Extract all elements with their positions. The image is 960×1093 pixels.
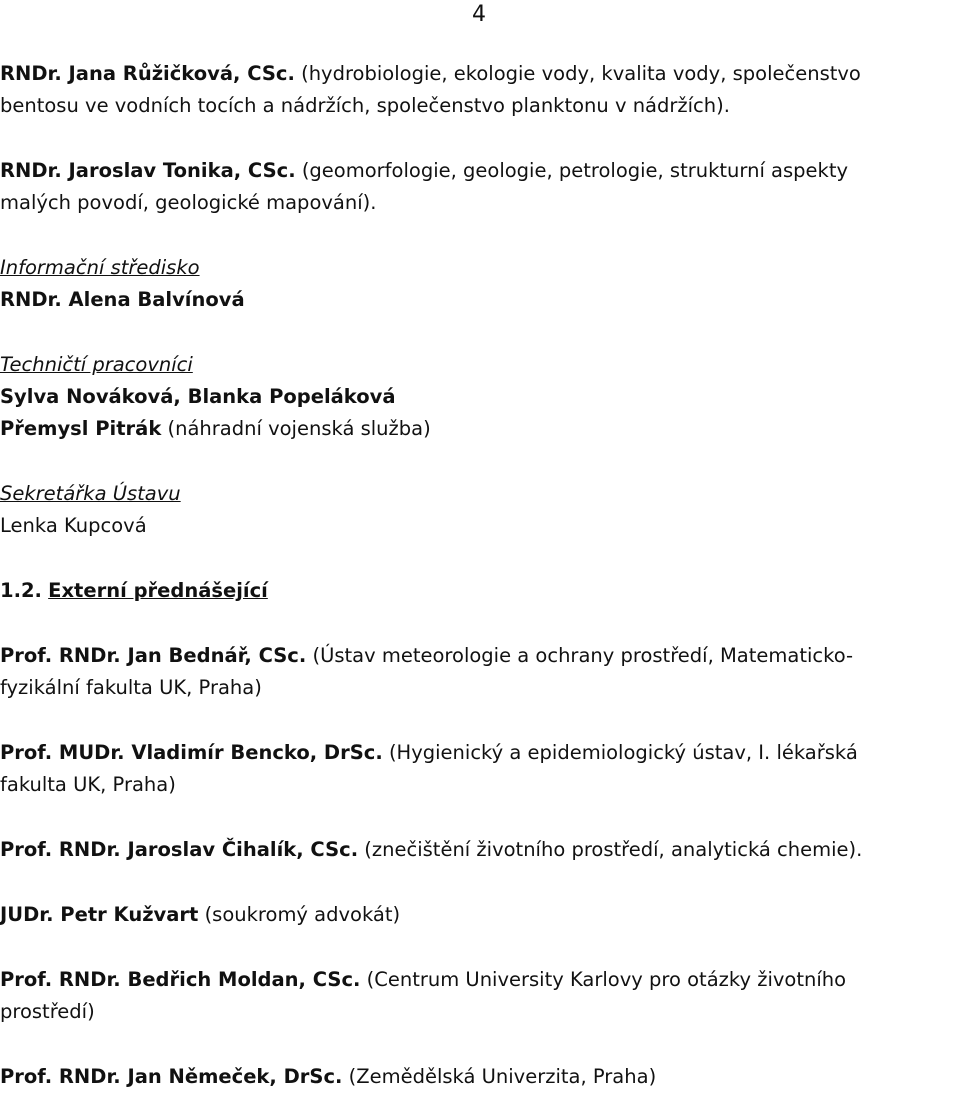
- info-center-heading: Informační středisko: [0, 256, 200, 279]
- external-description: (Hygienický a epidemiologický ústav, I. lékařská: [382, 741, 858, 764]
- external-entry-line: [0, 964, 960, 996]
- external-description: (Zemědělská Univerzita, Praha): [342, 1065, 657, 1088]
- staff-name: RNDr. Jana Růžičková, CSc.: [0, 62, 295, 85]
- section-heading-external: [0, 575, 960, 607]
- external-description-cont: prostředí): [0, 1000, 95, 1023]
- section-number: 1.2.: [0, 579, 42, 602]
- technician-note: (náhradní vojenská služba): [161, 417, 431, 440]
- staff-entry-line: [0, 90, 960, 122]
- section-title: Externí přednášející: [48, 579, 268, 602]
- external-name: Prof. RNDr. Bedřich Moldan, CSc.: [0, 968, 361, 991]
- staff-name: RNDr. Jaroslav Tonika, CSc.: [0, 159, 296, 182]
- external-name: JUDr. Petr Kužvart: [0, 903, 199, 926]
- technicians-extra: [0, 413, 960, 445]
- external-description: (znečištění životního prostředí, analytická chemie).: [358, 838, 863, 861]
- staff-entry: [0, 155, 960, 219]
- staff-description-cont: malých povodí, geologické mapování).: [0, 191, 377, 214]
- staff-entry-line: [0, 187, 960, 219]
- staff-description: (hydrobiologie, ekologie vody, kvalita vody, společenstvo: [294, 62, 861, 85]
- external-entry-line: [0, 834, 960, 866]
- external-name: Prof. RNDr. Jan Němeček, DrSc.: [0, 1065, 343, 1088]
- secretary-person: Lenka Kupcová: [0, 514, 147, 537]
- external-entry: [0, 640, 960, 704]
- page-number: 4: [472, 2, 486, 27]
- technician-name: Přemysl Pitrák: [0, 417, 162, 440]
- technicians-names: Sylva Nováková, Blanka Popeláková: [0, 385, 396, 408]
- external-entry-line: [0, 672, 960, 704]
- secretary-heading: Sekretářka Ústavu: [0, 482, 181, 505]
- staff-entry-line: [0, 58, 960, 90]
- document-body: [0, 58, 960, 1093]
- external-description: (Ústav meteorologie a ochrany prostředí, Matematicko-: [306, 644, 854, 667]
- external-entry-line: [0, 1061, 960, 1093]
- staff-entry-line: [0, 155, 960, 187]
- external-entry-line: [0, 996, 960, 1028]
- external-entry: [0, 737, 960, 801]
- staff-description-cont: bentosu ve vodních tocích a nádržích, společenstvo planktonu v nádržích).: [0, 94, 730, 117]
- external-name: Prof. MUDr. Vladimír Bencko, DrSc.: [0, 741, 383, 764]
- external-description: (Centrum University Karlovy pro otázky životního: [360, 968, 847, 991]
- external-entry: [0, 834, 960, 866]
- external-description: (soukromý advokát): [198, 903, 401, 926]
- external-name: Prof. RNDr. Jan Bednář, CSc.: [0, 644, 307, 667]
- external-entry-line: [0, 640, 960, 672]
- external-description-cont: fakulta UK, Praha): [0, 773, 176, 796]
- external-name: Prof. RNDr. Jaroslav Čihalík, CSc.: [0, 838, 359, 861]
- external-entry: [0, 899, 960, 931]
- external-entry-line: [0, 769, 960, 801]
- external-entry: [0, 1061, 960, 1093]
- external-entry: [0, 964, 960, 1028]
- external-entry-line: [0, 899, 960, 931]
- external-description-cont: fyzikální fakulta UK, Praha): [0, 676, 262, 699]
- staff-description: (geomorfologie, geologie, petrologie, strukturní aspekty: [295, 159, 849, 182]
- external-entry-line: [0, 737, 960, 769]
- staff-entry: [0, 58, 960, 122]
- info-center-person: RNDr. Alena Balvínová: [0, 288, 245, 311]
- technicians-heading: Techničtí pracovníci: [0, 353, 193, 376]
